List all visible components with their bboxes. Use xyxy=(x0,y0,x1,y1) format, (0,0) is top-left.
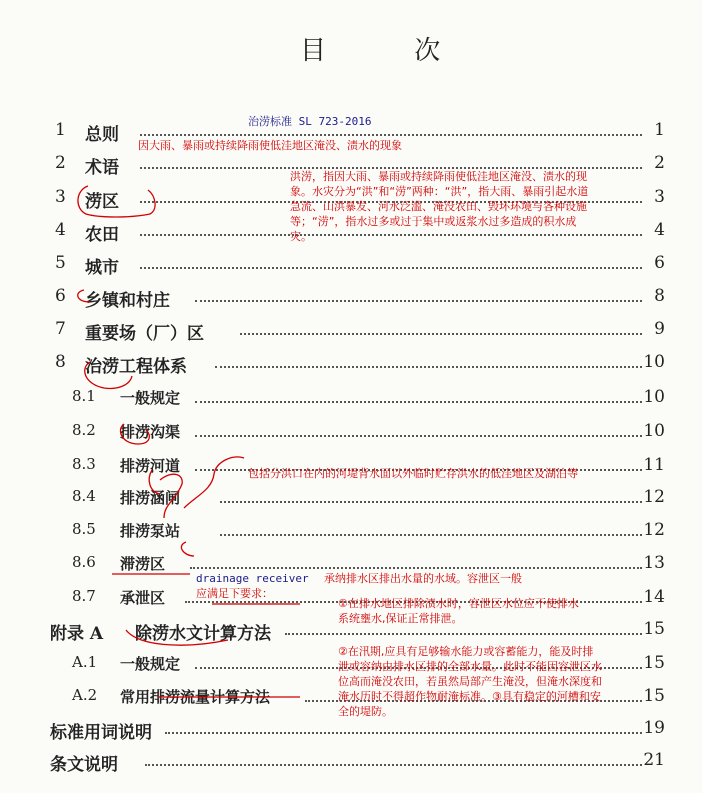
toc-number: 附录 A xyxy=(50,624,104,644)
toc-label: 总则 xyxy=(85,125,119,145)
toc-label: 排涝涵闸 xyxy=(120,489,181,507)
toc-page: 15 xyxy=(643,686,665,706)
toc-label: 城市 xyxy=(85,258,119,278)
toc-leader xyxy=(220,501,642,503)
toc-page: 2 xyxy=(654,153,665,173)
toc-label: 农田 xyxy=(85,225,119,245)
toc-label: 除涝水文计算方法 xyxy=(135,624,271,644)
toc-leader xyxy=(140,134,642,136)
toc-number: 4 xyxy=(55,220,66,240)
toc-label: 承泄区 xyxy=(120,589,166,607)
toc-number: 5 xyxy=(55,253,66,273)
toc-label: 条文说明 xyxy=(50,755,118,775)
toc-leader xyxy=(140,267,642,269)
toc-row xyxy=(0,487,702,517)
toc-page: 12 xyxy=(643,487,665,507)
toc-label: 术语 xyxy=(85,158,119,178)
requirement-two-annotation: ②在汛期,应具有足够输水能力或容蓄能力，能及时排泄或容纳由排水区排的全部水量。此时不能因容泄区水位高而淹没农田，若虽然局部产生淹没，但淹水深度和淹水历时不得超作物耐淹标准。③具有稳定的河槽和安全的堤防。 xyxy=(338,645,602,718)
toc-page: 3 xyxy=(654,187,665,207)
toc-number: 3 xyxy=(55,187,66,207)
toc-number: 8.1 xyxy=(72,387,96,405)
toc-label: 重要场（厂）区 xyxy=(85,324,204,344)
toc-label: 治涝工程体系 xyxy=(85,357,187,377)
toc-number: 6 xyxy=(55,286,66,306)
toc-page: 10 xyxy=(643,387,665,407)
toc-number: 8 xyxy=(55,352,66,372)
toc-label: 排涝沟渠 xyxy=(120,423,181,441)
toc-page: 21 xyxy=(643,750,665,770)
toc-page: 10 xyxy=(643,352,665,372)
toc-page: 19 xyxy=(643,718,665,738)
toc-row xyxy=(0,750,702,780)
receiver-annotation: 承纳排水区排出水量的水域。容泄区一般应满足下要求： xyxy=(196,572,522,600)
toc-number: 8.7 xyxy=(72,587,96,605)
receiver-annotation-en: drainage receiver xyxy=(196,572,309,585)
requirement-one-annotation: ①在排水地区排除渍水时，容泄区水位应不使排水系统壅水,保证正常排泄。 xyxy=(338,597,579,625)
toc-row xyxy=(0,253,702,283)
toc-label: 一般规定 xyxy=(120,389,181,407)
toc-number: A.1 xyxy=(72,653,98,671)
toc-row xyxy=(0,421,702,451)
toc-label: 排涝河道 xyxy=(120,457,181,475)
toc-leader xyxy=(195,435,642,437)
toc-page: 13 xyxy=(643,553,665,573)
toc-page: 8 xyxy=(654,286,665,306)
toc-page: 4 xyxy=(654,220,665,240)
toc-row xyxy=(0,319,702,349)
honglao-annotation: 洪涝，指因大雨、暴雨或持续降雨使低洼地区淹没、渍水的现象。水灾分为“洪”和“涝”两种：“洪”，指大雨、暴雨引起水道急流、山洪暴发、河水泛滥、淹没农田、毁坏环境与各种设施等；“涝”，指水过多或过于集中或返浆水过多造成的积水成灾。 xyxy=(290,170,589,243)
toc-leader xyxy=(220,534,642,536)
toc-label: 一般规定 xyxy=(120,655,181,673)
toc-leader xyxy=(195,401,642,403)
toc-row xyxy=(0,520,702,550)
toc-row xyxy=(0,286,702,316)
toc-row xyxy=(0,387,702,417)
toc-number: A.2 xyxy=(72,686,98,704)
toc-leader xyxy=(215,366,642,368)
toc-number: 8.3 xyxy=(72,455,96,473)
toc-page: 15 xyxy=(643,653,665,673)
toc-page: 15 xyxy=(643,619,665,639)
standard-annotation: 治涝标准 SL 723-2016 xyxy=(248,115,372,128)
toc-page: 1 xyxy=(654,120,665,140)
toc-number: 8.4 xyxy=(72,487,96,505)
toc-number: 7 xyxy=(55,319,66,339)
toc-leader xyxy=(285,633,642,635)
toc-page: 6 xyxy=(654,253,665,273)
toc-number: 2 xyxy=(55,153,66,173)
toc-page: 14 xyxy=(643,587,665,607)
toc-leader xyxy=(195,300,642,302)
toc-leader xyxy=(165,732,642,734)
toc-number: 1 xyxy=(55,120,66,140)
toc-page: 10 xyxy=(643,421,665,441)
zhilao-annotation: 包括分洪口在内的河堤背水面以外临时贮存洪水的低洼地区及湖泊等 xyxy=(248,467,578,480)
toc-page: 9 xyxy=(654,319,665,339)
page-title: 目 次 xyxy=(300,36,481,66)
toc-page: 12 xyxy=(643,520,665,540)
toc-row xyxy=(0,718,702,748)
toc-leader xyxy=(145,764,642,766)
toc-leader xyxy=(190,567,642,569)
toc-leader xyxy=(240,333,642,335)
toc-label: 涝区 xyxy=(85,192,119,212)
toc-number: 8.6 xyxy=(72,553,96,571)
toc-number: 8.2 xyxy=(72,421,96,439)
toc-label: 常用排涝流量计算方法 xyxy=(120,688,271,706)
toc-page: 11 xyxy=(643,455,665,475)
definition-annotation: 因大雨、暴雨或持续降雨使低洼地区淹没、渍水的现象 xyxy=(138,139,402,152)
toc-label: 标准用词说明 xyxy=(50,723,152,743)
toc-number: 8.5 xyxy=(72,520,96,538)
toc-label: 乡镇和村庄 xyxy=(85,291,170,311)
toc-label: 滞涝区 xyxy=(120,555,166,573)
toc-row xyxy=(0,352,702,382)
toc-label: 排涝泵站 xyxy=(120,522,181,540)
